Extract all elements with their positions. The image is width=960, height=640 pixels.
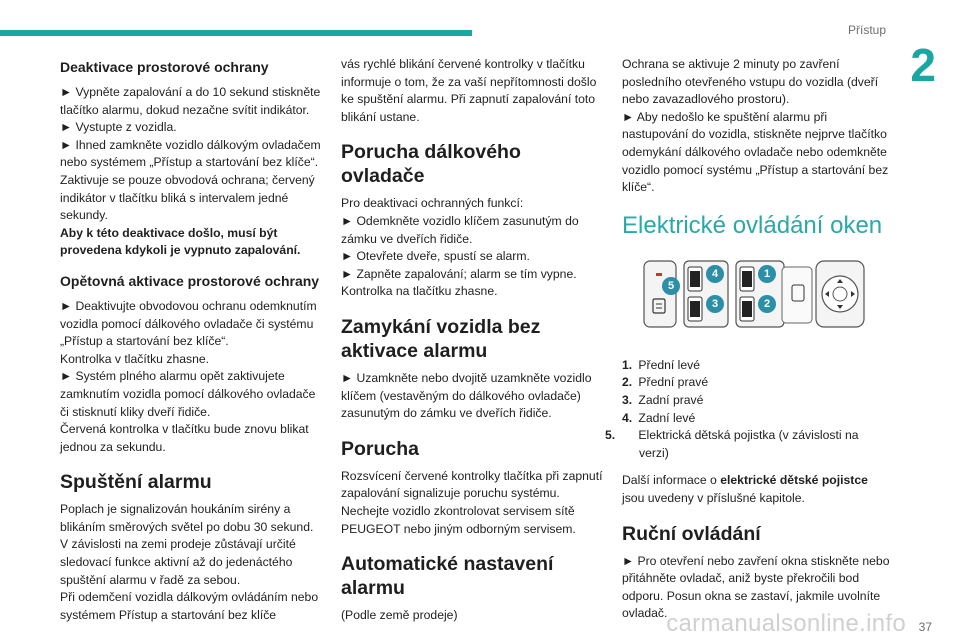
paragraph: Kontrolka v tlačítku zhasne. (60, 351, 210, 366)
column-middle (341, 56, 603, 625)
child-lock-indicator (656, 273, 662, 276)
paragraph: Další informace o elektrické dětské pojistce jsou uvedeny v příslušné kapitole. (622, 473, 868, 505)
heading-manual-control: Ruční ovládání (622, 522, 761, 545)
callout-5: 5 (662, 277, 680, 295)
list-item: 3. Zadní pravé (622, 392, 704, 407)
heading-reactivation: Opětovná aktivace prostorové ochrany (60, 272, 320, 289)
heading-alarm-trigger: Spuštění alarmu (60, 471, 212, 494)
list-item: 2. Přední pravé (622, 375, 709, 390)
paragraph: ► Otevřete dveře, spustí se alarm. (341, 249, 530, 264)
window-glyph-icon (742, 271, 752, 287)
list-item: 1. Přední levé (622, 357, 701, 372)
paragraph: ► Systém plného alarmu opět zaktivujete zamknutím vozidla pomocí dálkového ovladače či stisknutí kliky dveří řidiče. (60, 369, 316, 419)
heading-automatic-alarm: Automatické nastavení alarmu (341, 553, 554, 600)
heading-deactivation: Deaktivace prostorové ochrany (60, 59, 269, 75)
header-accent-bar (0, 30, 472, 36)
window-glyph-icon (690, 301, 700, 317)
mirror-fold-panel (782, 267, 812, 323)
paragraph: Pro deaktivaci ochranných funkcí: (341, 196, 524, 211)
watermark: carmanualsonline.info (666, 610, 906, 637)
page-number: 37 (918, 620, 932, 634)
window-glyph-icon (690, 271, 700, 287)
list-item: 4. Zadní levé (622, 410, 696, 425)
paragraph: Zaktivuje se pouze obvodová ochrana; červený indikátor v tlačítku bliká s intervalem jedné sekundy. (60, 172, 315, 223)
paragraph: vás rychlé blikání červené kontrolky v tlačítku informuje o tom, že za vaší nepřítomnosti došlo ke spuštění alarmu. Při zapnutí zapalování toto blikání ustane. (341, 57, 597, 124)
paragraph: Poplach je signalizován houkáním sirény a blikáním směrových světel po dobu 30 sekund. (60, 502, 314, 534)
callout-3: 3 (706, 295, 724, 313)
paragraph: ► Ihned zamkněte vozidlo dálkovým ovladačem nebo systémem „Přístup a startování bez klíče“. (60, 137, 321, 170)
list-item: 5. Elektrická dětská pojistka (v závislosti na verzi) (605, 428, 859, 460)
paragraph: ► Vypněte zapalování a do 10 sekund stiskněte tlačítko alarmu, dokud nezačne svítit indikátor. (60, 85, 321, 117)
window-controls-illustration (622, 259, 866, 339)
window-controls-drawing (622, 259, 866, 339)
paragraph: ► Odemkněte vozidlo klíčem zasunutým do zámku ve dveřích řidiče. (341, 213, 579, 246)
paragraph: ► Vystupte z vozidla. (60, 120, 177, 135)
chapter-number: 2 (910, 39, 936, 91)
heading-power-windows: Elektrické ovládání oken (622, 211, 883, 239)
heading-remote-fault: Porucha dálkového ovladače (341, 141, 521, 188)
column-left (60, 56, 324, 624)
heading-fault: Porucha (341, 437, 420, 460)
heading-lock-without-alarm: Zamykání vozidla bez aktivace alarmu (341, 315, 541, 362)
paragraph: Při odemčení vozidla dálkovým ovládáním nebo systémem Přístup a startování bez klíče (60, 590, 319, 622)
paragraph: ► Zapněte zapalování; alarm se tím vypne. Kontrolka na tlačítku zhasne. (341, 266, 577, 299)
paragraph: ► Aby nedošlo ke spuštění alarmu při nastupování do vozidla, stiskněte nejprve tlačítko odemykání dálkového ovladače nebo odemkněte vozidlo pomocí systému „Přístup a startování bez klíče“. (622, 109, 889, 195)
callout-1: 1 (758, 265, 776, 283)
paragraph: Rozsvícení červené kontrolky tlačítka při zapnutí zapalování signalizuje poruchu systému. Nechejte vozidlo zkontrolovat servisem sítě PEUGEOT nebo jiným odborným servisem. (341, 468, 603, 536)
paragraph: Červená kontrolka v tlačítku bude znovu blikat jednou za sekundu. (60, 422, 309, 454)
callout-4: 4 (706, 265, 724, 283)
section-title: Přístup (847, 23, 886, 37)
paragraph: ► Uzamkněte nebo dvojitě uzamkněte vozidlo klíčem (vestavěným do dálkového ovladače) zasunutým do zámku ve dveřích řidiče. (341, 370, 592, 421)
paragraph: ► Pro otevření nebo zavření okna stiskněte nebo přitáhněte ovladač, aniž byste překročili bod odporu. Posun okna se zastaví, jakmile uvolníte ovladač. (622, 553, 890, 621)
window-glyph-icon (742, 301, 752, 317)
column-right (605, 56, 890, 623)
callout-2: 2 (758, 295, 776, 313)
paragraph: (Podle země prodeje) (341, 608, 458, 623)
paragraph: Ochrana se aktivuje 2 minuty po zavření posledního otevřeného vstupu do vozidla (dveří nebo zavazadlového prostoru). (622, 57, 879, 107)
paragraph: ► Deaktivujte obvodovou ochranu odemknutím vozidla pomocí dálkového ovladače či systému „Přístup a startování bez klíče“. (60, 298, 317, 349)
paragraph: V závislosti na zemi prodeje zůstávají určité sledovací funkce aktivní až do jedenáctého spuštění alarmu v řadě za sebou. (60, 537, 296, 587)
window-list (605, 357, 890, 463)
bold-note: Aby k této deaktivace došlo, musí být provedena kdykoli je vypnuto zapalování. (60, 225, 301, 258)
